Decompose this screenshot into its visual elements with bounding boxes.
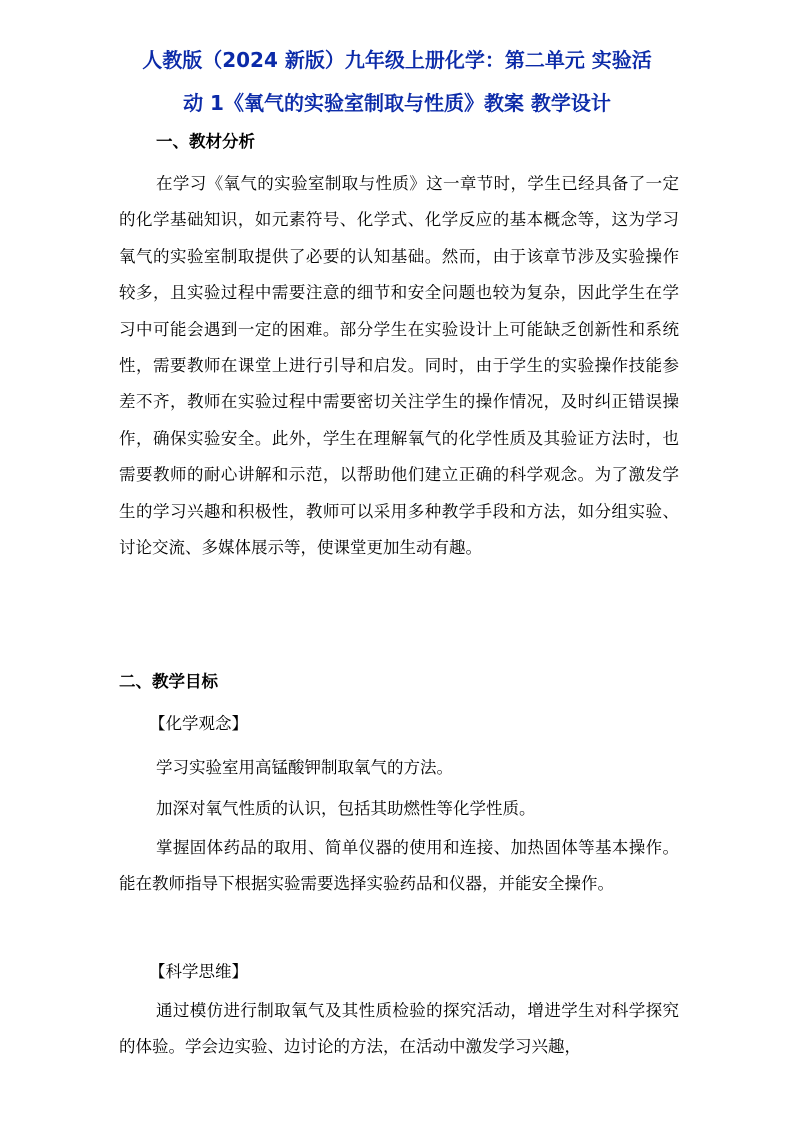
section-heading-textbook-analysis: 一、教材分析 bbox=[156, 132, 255, 151]
document-title-line-2: 动 1《氧气的实验室制取与性质》教案 教学设计 bbox=[183, 91, 611, 115]
goal-item-4: 通过模仿进行制取氧气及其性质检验的探究活动，增进学生对科学探究的体验。学会边实验、边讨论的方法，在活动中激发学习兴趣， bbox=[119, 1001, 679, 1057]
sub-heading-chemistry-concept: 【化学观念】 bbox=[149, 714, 248, 733]
document-title-line-1: 人教版（2024 新版）九年级上册化学：第二单元 实验活 bbox=[142, 48, 652, 72]
goal-item-3: 掌握固体药品的取用、简单仪器的使用和连接、加热固体等基本操作。能在教师指导下根据实验需要选择实验药品和仪器，并能安全操作。 bbox=[119, 838, 679, 894]
goal-item-1: 学习实验室用高锰酸钾制取氧气的方法。 bbox=[156, 758, 453, 777]
sub-heading-scientific-thinking: 【科学思维】 bbox=[149, 962, 248, 981]
textbook-analysis-paragraph: 在学习《氧气的实验室制取与性质》这一章节时，学生已经具备了一定的化学基础知识，如元素符号、化学式、化学反应的基本概念等，这为学习氧气的实验室制取提供了必要的认知基础。然而，由于该章节涉及实验操作较多，且实验过程中需要注意的细节和安全问题也较为复杂，因此学生在学习中可能会遇到一定的困难。部分学生在实验设计上可能缺乏创新性和系统性，需要教师在课堂上进行引导和启发。同时，由于学生的实验操作技能参差不齐，教师在实验过程中需要密切关注学生的操作情况，及时纠正错误操作，确保实验安全。此外，学生在理解氧气的化学性质及其验证方法时，也需要教师的耐心讲解和示范，以帮助他们建立正确的科学观念。为了激发学生的学习兴趣和积极性，教师可以采用多种教学手段和方法，如分组实验、讨论交流、多媒体展示等，使课堂更加生动有趣。 bbox=[119, 174, 679, 558]
goal-item-2: 加深对氧气性质的认识，包括其助燃性等化学性质。 bbox=[156, 799, 536, 818]
section-heading-teaching-goals: 二、教学目标 bbox=[119, 672, 218, 691]
